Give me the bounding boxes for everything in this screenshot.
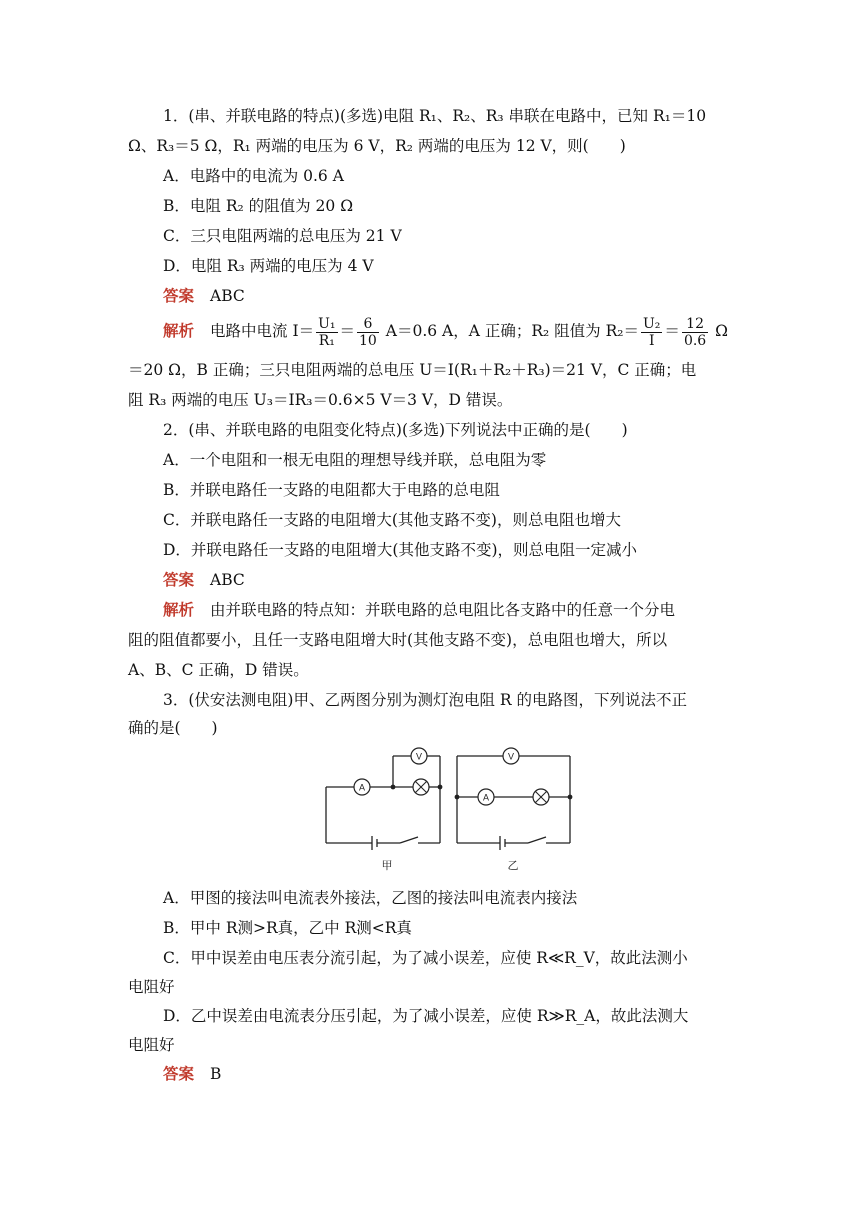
answer-value: ABC [210, 571, 245, 589]
q2-analysis-line3: A、B、C 正确，D 错误。 [128, 661, 309, 679]
q2-option-d: D．并联电路任一支路的电阻增大(其他支路不变)，则总电阻一定减小 [163, 541, 638, 559]
equals-sign: ＝ [339, 322, 356, 340]
ammeter-letter: A [482, 792, 490, 803]
ammeter-letter: A [358, 782, 366, 793]
q1-answer [163, 286, 245, 306]
answer-label: 答案 [163, 571, 195, 589]
q3-option-d: D．乙中误差由电流表分压引起，为了减小误差，应使 R≫R_A，故此法测大 [163, 1007, 689, 1025]
figure-label-left: 甲 [381, 859, 393, 872]
fraction-denominator: 10 [359, 332, 377, 349]
q3-option-d-cont: 电阻好 [128, 1036, 175, 1054]
voltmeter-letter: V [507, 751, 515, 762]
answer-value: B [210, 1065, 222, 1083]
fraction-numerator: 6 [357, 316, 379, 333]
analysis-label: 解析 [163, 322, 195, 340]
analysis-text-c: Ω [715, 322, 728, 340]
q1-analysis-line3: 阻 R₃ 两端的电压 U₃＝IR₃＝0.6×5 V＝3 V，D 错误。 [128, 391, 513, 409]
fraction-u2-i [641, 316, 662, 349]
fraction-12-0.6 [682, 316, 708, 349]
fraction-u1-r1 [316, 316, 337, 349]
fraction-numerator: U₂ [643, 315, 661, 332]
q3-answer [163, 1064, 221, 1084]
equals-sign: ＝ [664, 322, 680, 340]
q1-option-b: B．电阻 R₂ 的阻值为 20 Ω [163, 197, 354, 215]
fraction-denominator: R₁ [318, 332, 335, 349]
q1-analysis-line2: ＝20 Ω，B 正确；三只电阻两端的总电压 U＝I(R₁＋R₂＋R₃)＝21 V，C 正确；电 [128, 361, 697, 379]
answer-value: ABC [210, 287, 245, 305]
analysis-text: 由并联电路的特点知：并联电路的总电阻比各支路中的任意一个分电 [210, 601, 676, 619]
q2-stem: 2．(串、并联电路的电阻变化特点)(多选)下列说法中正确的是( ) [163, 421, 628, 439]
q3-option-b: B．甲中 R测>R真，乙中 R测<R真 [163, 919, 412, 937]
voltmeter-letter: V [415, 751, 423, 762]
q2-analysis-line1 [163, 600, 675, 620]
fraction-6-10 [357, 316, 379, 349]
analysis-label: 解析 [163, 601, 195, 619]
q1-option-c: C．三只电阻两端的总电压为 21 V [163, 227, 402, 245]
q2-option-a: A．一个电阻和一根无电阻的理想导线并联，总电阻为零 [163, 451, 547, 469]
q2-answer [163, 570, 245, 590]
q2-option-b: B．并联电路任一支路的电阻都大于电路的总电阻 [163, 481, 500, 499]
q3-option-c: C．甲中误差由电压表分流引起，为了减小误差，应使 R≪R_V，故此法测小 [163, 949, 688, 967]
answer-label: 答案 [163, 287, 195, 305]
analysis-text-b: A＝0.6 A，A 正确；R₂ 阻值为 R₂＝ [385, 322, 639, 340]
q3-stem-line1: 3．(伏安法测电阻)甲、乙两图分别为测灯泡电阻 R 的电路图，下列说法不正 [163, 691, 687, 709]
q1-stem-line1: 1．(串、并联电路的特点)(多选)电阻 R₁、R₂、R₃ 串联在电路中，已知 R₁＝10 [163, 107, 707, 125]
analysis-text-a: 电路中电流 I＝ [210, 322, 315, 340]
circuit-figure [320, 742, 590, 877]
fraction-numerator: U₁ [318, 315, 336, 332]
q2-analysis-line2: 阻的阻值都要小，且任一支路电阻增大时(其他支路不变)，总电阻也增大，所以 [128, 631, 668, 649]
fraction-numerator: 12 [682, 316, 708, 333]
q1-stem-line2: Ω、R₃＝5 Ω，R₁ 两端的电压为 6 V，R₂ 两端的电压为 12 V，则( ) [128, 137, 626, 155]
fraction-denominator: 0.6 [683, 332, 707, 349]
q3-option-a: A．甲图的接法叫电流表外接法，乙图的接法叫电流表内接法 [163, 889, 578, 907]
fraction-denominator: I [648, 332, 655, 349]
q2-option-c: C．并联电路任一支路的电阻增大(其他支路不变)，则总电阻也增大 [163, 511, 621, 529]
circuit-diagrams [320, 742, 590, 877]
q1-option-a: A．电路中的电流为 0.6 A [163, 167, 344, 185]
q1-analysis-line1 [163, 312, 728, 350]
q3-stem-line2: 确的是( ) [128, 719, 218, 737]
figure-label-right: 乙 [507, 859, 519, 872]
q1-option-d: D．电阻 R₃ 两端的电压为 4 V [163, 257, 374, 275]
q3-option-c-cont: 电阻好 [128, 978, 175, 996]
answer-label: 答案 [163, 1065, 195, 1083]
